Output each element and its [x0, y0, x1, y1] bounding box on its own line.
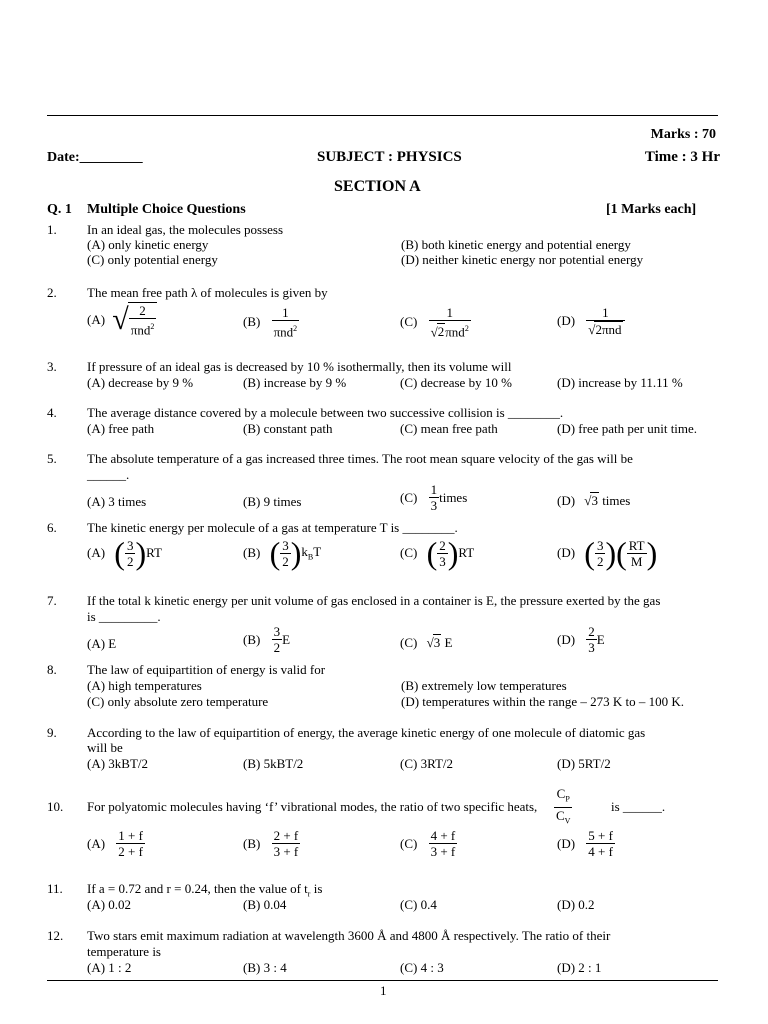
q1-option-c: (C) only potential energy: [87, 252, 218, 267]
q3-option-c: (C) decrease by 10 %: [400, 375, 512, 390]
q10-number: 10.: [47, 799, 64, 814]
q8-option-c: (C) only absolute zero temperature: [87, 694, 269, 709]
q11-option-d: (D) 0.2: [557, 897, 595, 912]
q9-option-a: (A) 3kBT/2: [87, 756, 149, 771]
page-number: 1: [380, 983, 387, 998]
q5-option-c: (C) $\frac{1}{3}$ times: [400, 482, 468, 513]
q2-option-c: (C) 1 √2πnd$^2$: [400, 305, 469, 340]
q4-option-c: (C) mean free path: [400, 421, 498, 436]
q12-option-c: (C) 4 : 3: [400, 960, 444, 975]
q5-text: The absolute temperature of a gas increased three times. The root mean square velocity of the gas will be: [87, 451, 633, 466]
q7-option-d: (D) $\frac{2}{3}$ E: [557, 624, 605, 655]
q4-option-b: (B) constant path: [243, 421, 333, 436]
top-rule: [47, 115, 718, 116]
q6-text: The kinetic energy per molecule of a gas at temperature T is ________.: [87, 520, 458, 535]
q12-text: Two stars emit maximum radiation at wavelength 3600 Å and 4800 Å respectively. The ratio of their: [87, 928, 611, 943]
q10-text: For polyatomic molecules having ‘f’ vibrational modes, the ratio of two specific heats,: [87, 799, 538, 814]
q2-number: 2.: [47, 285, 57, 300]
q9-text-cont: will be: [87, 740, 123, 755]
q7-option-a: (A) E: [87, 636, 117, 651]
q2-option-b: (B) 1 πnd$^2$: [243, 305, 298, 340]
q9-option-b: (B) 5kBT/2: [243, 756, 304, 771]
q4-number: 4.: [47, 405, 57, 420]
q10-option-b: (B) $\frac{2 + f}{3 + f}$: [243, 828, 299, 859]
q7-option-b: (B) $\frac{3}{2}$ E: [243, 624, 291, 655]
q7-option-c: (C) √3 E: [400, 635, 453, 650]
q12-text-cont: temperature is: [87, 944, 161, 959]
q6-option-a: (A) ( $\frac{3}{2}$ )RT: [87, 535, 162, 571]
q5-text-cont: ______.: [87, 467, 130, 482]
q11-option-a: (A) 0.02: [87, 897, 132, 912]
q7-number: 7.: [47, 593, 57, 608]
q10-option-c: (C) $\frac{4 + f}{3 + f}$: [400, 828, 456, 859]
q11-option-b: (B) 0.04: [243, 897, 287, 912]
q7-text-cont: is _________.: [87, 609, 161, 624]
q6-option-d: (D) ( $\frac{3}{2}$ )( $\frac{RT}{M}$ ): [557, 535, 658, 571]
q10-option-a: (A) $\frac{1 + f}{2 + f}$: [87, 828, 143, 859]
q6-option-b: (B) ( $\frac{3}{2}$ )$k_BT$: [243, 535, 322, 571]
marks-label: Marks : 70: [650, 127, 716, 142]
q3-text: If pressure of an ideal gas is decreased by 10 % isothermally, then its volume will: [87, 359, 512, 374]
q11-number: 11.: [47, 881, 63, 896]
q3-option-b: (B) increase by 9 %: [243, 375, 347, 390]
q2-text: The mean free path λ of molecules is given by: [87, 285, 328, 300]
q9-number: 9.: [47, 725, 57, 740]
q1-option-b: (B) both kinetic energy and potential energy: [401, 237, 631, 252]
q8-option-d: (D) temperatures within the range – 273 K to – 100 K.: [401, 694, 685, 709]
q1-option-a: (A) only kinetic energy: [87, 237, 209, 252]
date-label: Date:_________: [47, 150, 143, 165]
q10-option-d: (D) $\frac{5 + f}{4 + f}$: [557, 828, 613, 859]
q8-option-b: (B) extremely low temperatures: [401, 678, 567, 693]
q10-text-end: is ______.: [611, 799, 666, 814]
question-title: Multiple Choice Questions: [87, 202, 246, 217]
q12-number: 12.: [47, 928, 64, 943]
q5-number: 5.: [47, 451, 57, 466]
q8-text: The law of equipartition of energy is valid for: [87, 662, 326, 677]
q4-option-a: (A) free path: [87, 421, 155, 436]
q6-number: 6.: [47, 520, 57, 535]
q5-option-a: (A) 3 times: [87, 494, 147, 509]
q12-option-a: (A) 1 : 2: [87, 960, 132, 975]
q12-option-b: (B) 3 : 4: [243, 960, 287, 975]
q4-option-d: (D) free path per unit time.: [557, 421, 698, 436]
q3-option-d: (D) increase by 11.11 %: [557, 375, 683, 390]
question-number: Q. 1: [47, 202, 72, 217]
q9-option-c: (C) 3RT/2: [400, 756, 454, 771]
q1-option-d: (D) neither kinetic energy nor potential energy: [401, 252, 644, 267]
q11-text: If a = 0.72 and r = 0.24, then the value of $t_r$ is: [87, 881, 323, 899]
q1-number: 1.: [47, 222, 57, 237]
bottom-rule: [47, 980, 718, 981]
q5-option-d: (D) √3 times: [557, 493, 631, 508]
question-marks: [1 Marks each]: [606, 202, 697, 217]
section-title: SECTION A: [334, 178, 421, 195]
q6-option-c: (C) ( $\frac{2}{3}$ )RT: [400, 535, 475, 571]
q2-option-d: (D) 1 √2πnd: [557, 305, 625, 337]
q10-cp-cv: $\frac{C_P}{C_V}$: [556, 786, 571, 826]
q8-number: 8.: [47, 662, 57, 677]
q7-text: If the total k kinetic energy per unit volume of gas enclosed in a container is E, the pressure exerted by the gas: [87, 593, 661, 608]
q4-text: The average distance covered by a molecule between two successive collision is ________.: [87, 405, 564, 420]
q1-text: In an ideal gas, the molecules possess: [87, 222, 284, 237]
q11-option-c: (C) 0.4: [400, 897, 437, 912]
q12-option-d: (D) 2 : 1: [557, 960, 602, 975]
subject-label: SUBJECT : PHYSICS: [317, 149, 462, 165]
q5-option-b: (B) 9 times: [243, 494, 302, 509]
q9-option-d: (D) 5RT/2: [557, 756, 611, 771]
q8-option-a: (A) high temperatures: [87, 678, 202, 693]
q3-option-a: (A) decrease by 9 %: [87, 375, 194, 390]
q9-text: According to the law of equipartition of energy, the average kinetic energy of one molecule of diatomic gas: [87, 725, 646, 740]
time-label: Time : 3 Hr: [644, 149, 720, 165]
q2-option-a: (A) √ 2 πnd$^2$: [87, 302, 157, 337]
q3-number: 3.: [47, 359, 57, 374]
